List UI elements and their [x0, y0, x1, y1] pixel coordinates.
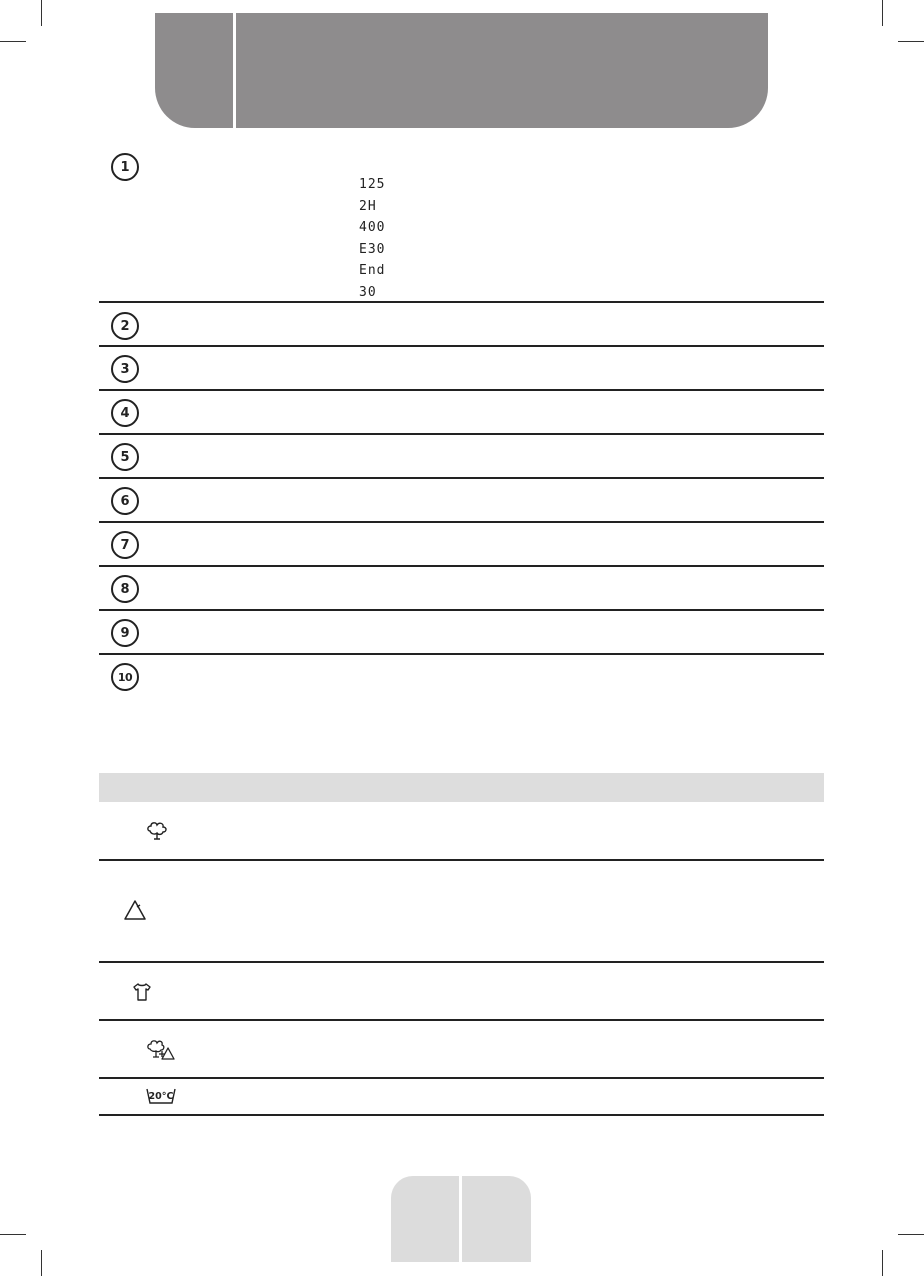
- number-badge: 9: [111, 619, 139, 647]
- list-item: [99, 655, 824, 715]
- list-item: [99, 150, 824, 303]
- list-item: [99, 523, 824, 567]
- number-badge: 6: [111, 487, 139, 515]
- control-panel-list: [99, 150, 824, 715]
- crop-mark: [0, 1234, 26, 1235]
- number-badge: 1: [111, 153, 139, 181]
- synthetics-icon: [123, 899, 147, 921]
- mix-icon: [145, 1039, 175, 1061]
- cold-wash-20-icon: [146, 1087, 176, 1107]
- wash-temperature-label: 20°C: [148, 1091, 174, 1102]
- table-row: [99, 802, 824, 861]
- display-code: 125: [359, 176, 386, 193]
- program-table: [99, 802, 824, 1116]
- footer-divider: [459, 1176, 462, 1262]
- list-item: [99, 391, 824, 435]
- table-row: [99, 1079, 824, 1116]
- number-badge: 10: [111, 663, 139, 691]
- list-item: [99, 435, 824, 479]
- number-badge: 3: [111, 355, 139, 383]
- header-tab: [155, 13, 768, 128]
- table-row: [99, 1021, 824, 1079]
- table-row: [99, 861, 824, 963]
- list-item: [99, 567, 824, 611]
- list-item: [99, 347, 824, 391]
- crop-mark: [41, 1250, 42, 1276]
- number-badge: 4: [111, 399, 139, 427]
- display-codes: [359, 174, 385, 303]
- crop-mark: [898, 41, 924, 42]
- number-badge: 7: [111, 531, 139, 559]
- crop-mark: [882, 1250, 883, 1276]
- table-header: [99, 773, 824, 802]
- crop-mark: [41, 0, 42, 26]
- list-item: [99, 479, 824, 523]
- number-badge: 8: [111, 575, 139, 603]
- display-code: 30: [359, 284, 377, 300]
- display-code: End: [359, 262, 386, 279]
- list-item: [99, 303, 824, 347]
- display-code: E30: [359, 241, 386, 257]
- header-divider: [233, 13, 236, 128]
- cotton-icon: [145, 821, 169, 841]
- display-code: 400: [359, 219, 386, 236]
- table-row: [99, 963, 824, 1021]
- crop-mark: [882, 0, 883, 26]
- crop-mark: [898, 1234, 924, 1235]
- display-code: 2H: [359, 198, 377, 214]
- number-badge: 2: [111, 312, 139, 340]
- crop-mark: [0, 41, 26, 42]
- baby-clothes-icon: [132, 982, 152, 1002]
- number-badge: 5: [111, 443, 139, 471]
- list-item: [99, 611, 824, 655]
